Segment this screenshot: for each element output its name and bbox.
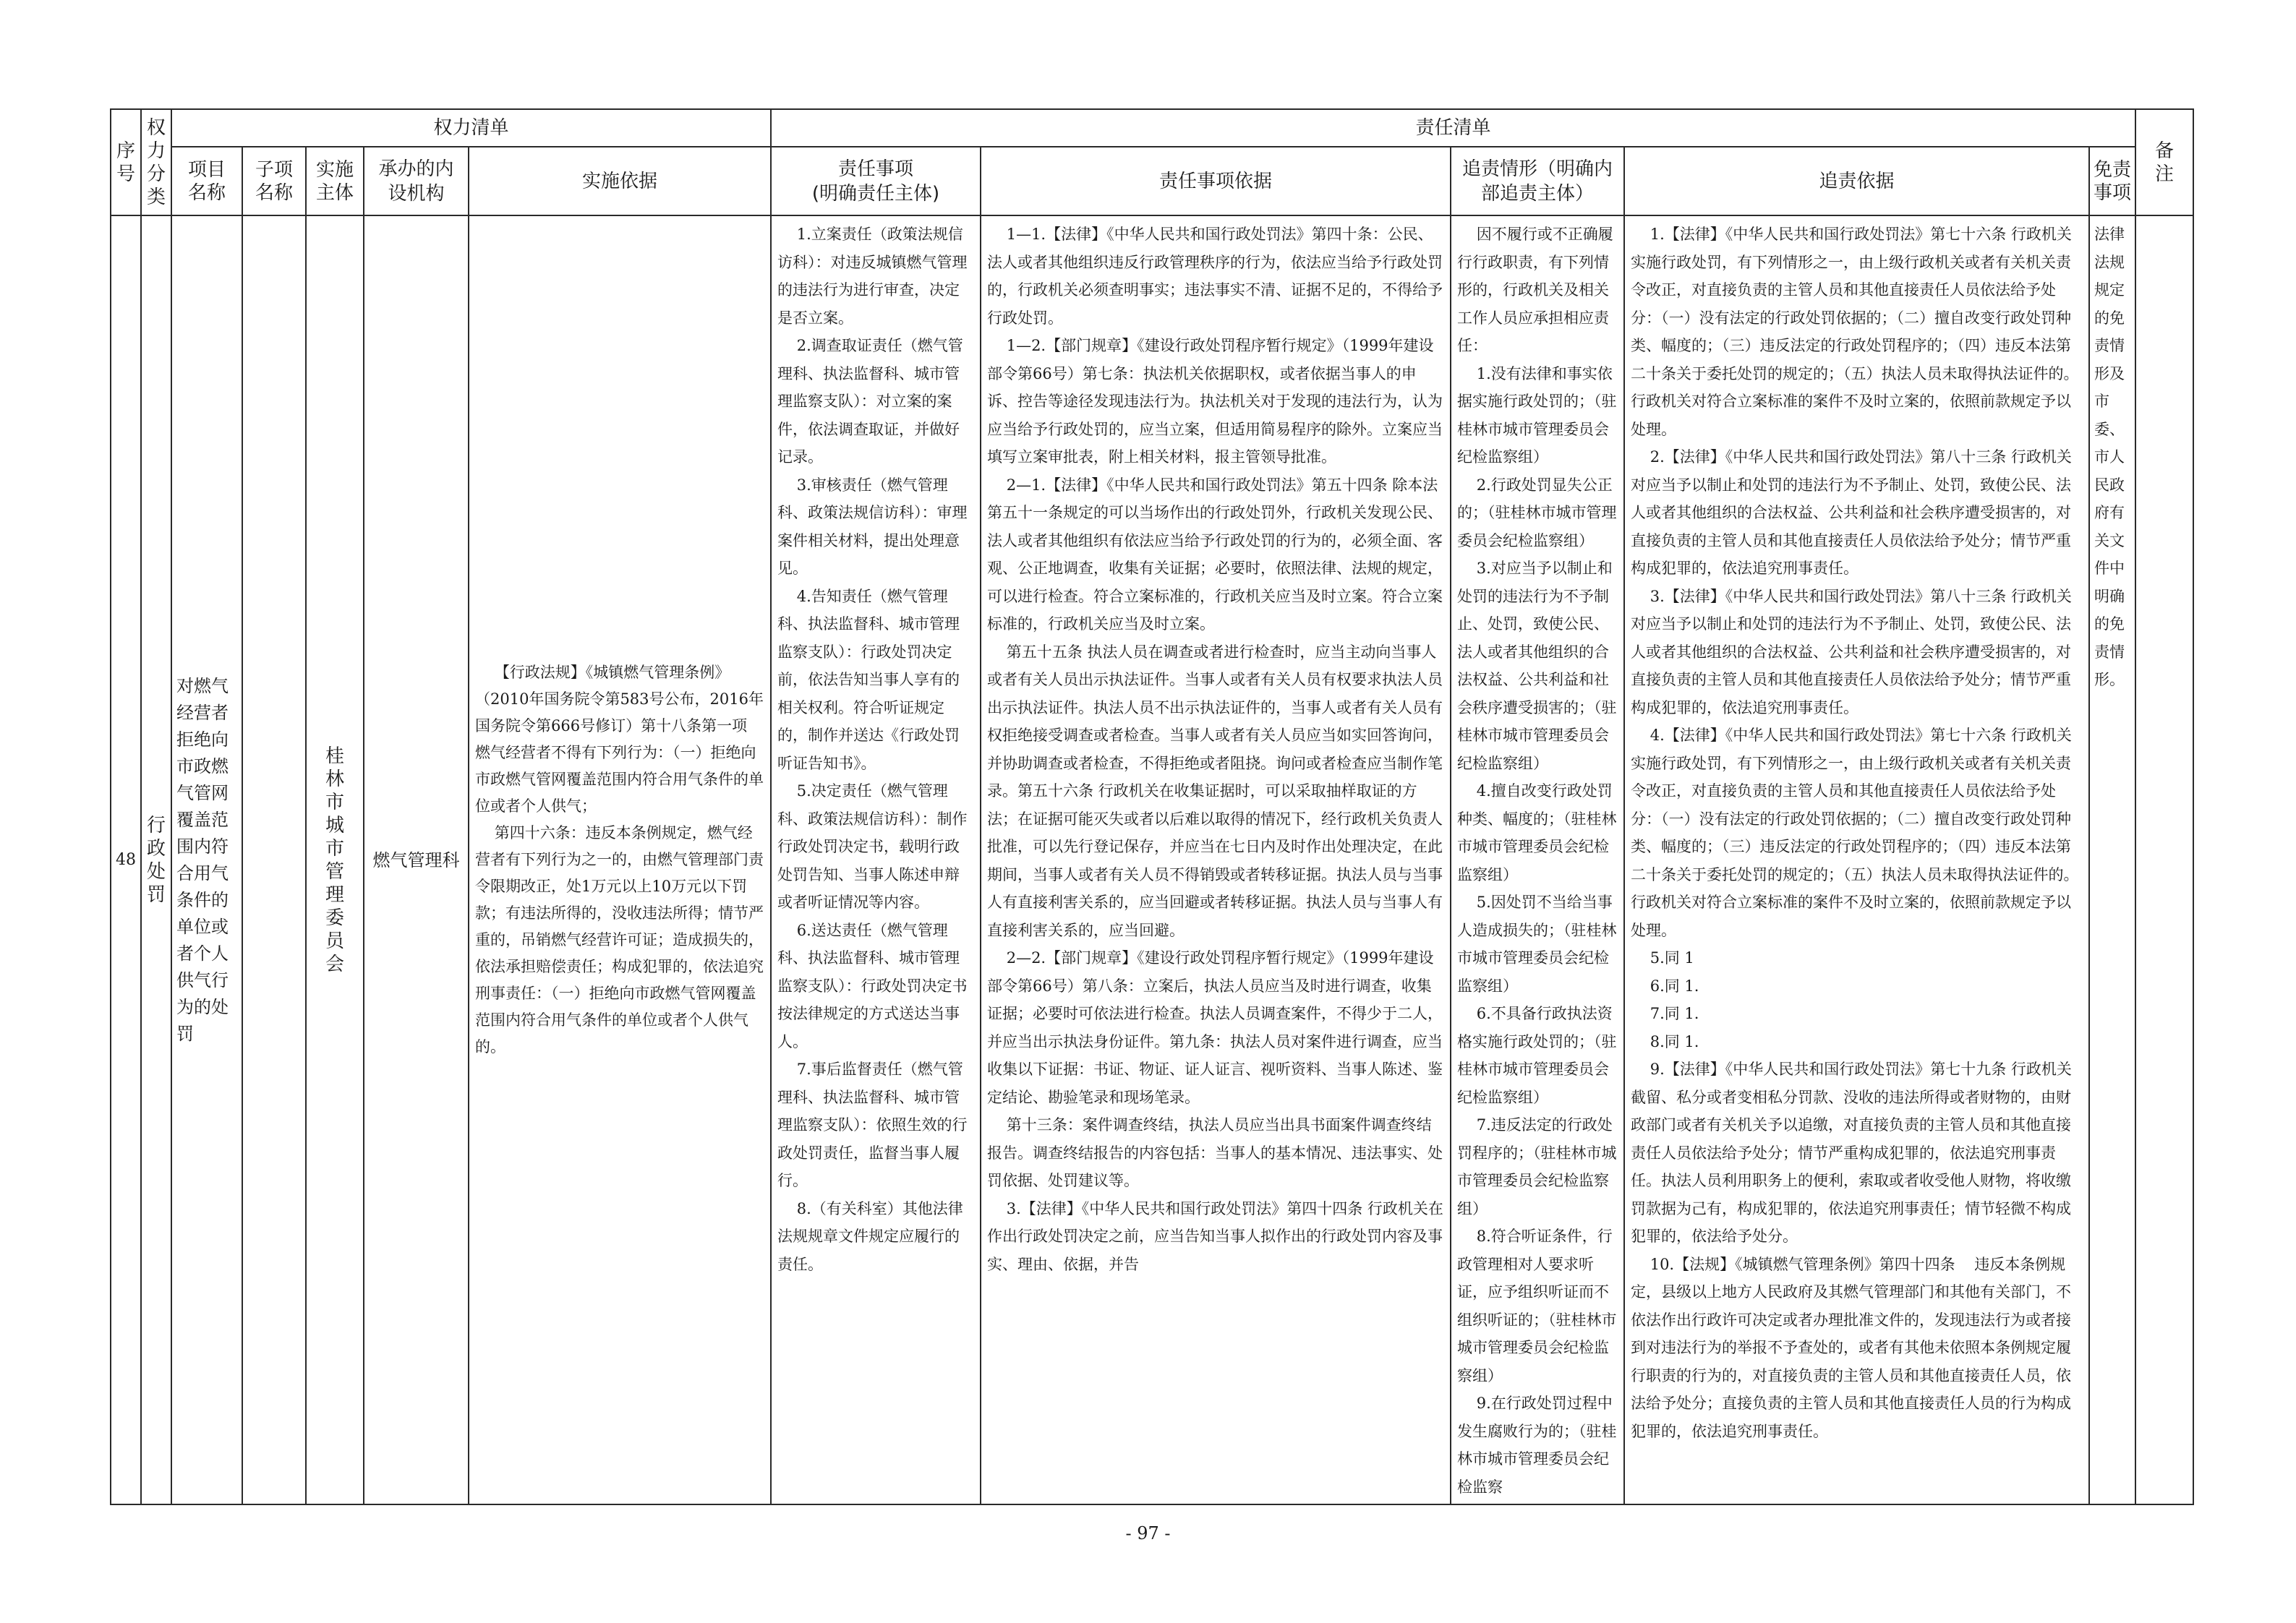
cell-item-name: 对燃气经营者拒绝向市政燃气管网覆盖范围内符合用气条件的单位或者个人供气行为的处罚	[171, 215, 242, 1504]
cell-subject: 桂林市城市管理委员会	[306, 215, 364, 1504]
cell-seq: 48	[111, 215, 141, 1504]
cell-resp-item: 1.立案责任（政策法规信访科）：对违反城镇燃气管理的违法行为进行审查，决定是否立案。 2.调查取证责任（燃气管理科、执法监督科、城市管理监察支队）：对立案的案件，依法调查取证，并做好记录。 3.审核责任（燃气管理科、政策法规信访科）：审理案件相关材料，提出处理意见。 4.告知责任（燃气管理科、执法监督科、城市管理监察支队）：行政处罚决定前，依法告知当事人享有的相关权利。符合听证规定的，制作并送达《行政处罚听证告知书》。 5.决定责任（燃气管理科、政策法规信访科）：制作行政处罚决定书，载明行政处罚告知、当事人陈述申辩或者听证情况等内容。 6.送达责任（燃气管理科、执法监督科、城市管理监察支队）：行政处罚决定书按法律规定的方式送达当事人。 7.事后监督责任（燃气管理科、执法监督科、城市管理监察支队）：依照生效的行政处罚责任，监督当事人履行。 8.（有关科室）其他法律法规规章文件规定应履行的责任。	[771, 215, 981, 1504]
header-dept: 承办的内设机构	[364, 147, 469, 215]
cell-dept: 燃气管理科	[364, 215, 469, 1504]
header-remark: 备注	[2135, 109, 2193, 215]
header-accountability-basis: 追责依据	[1624, 147, 2089, 215]
header-category: 权力分类	[141, 109, 171, 215]
header-responsibility-list: 责任清单	[771, 109, 2135, 147]
cell-exempt: 法律法规规定的免责情形及市委、市人民政府有关文件中明确的免责情形。	[2089, 215, 2135, 1504]
header-item-name: 项目名称	[171, 147, 242, 215]
header-subitem-name: 子项名称	[242, 147, 306, 215]
header-seq: 序号	[111, 109, 141, 215]
header-exempt: 免责事项	[2089, 147, 2135, 215]
power-responsibility-table	[110, 108, 2194, 1505]
header-accountability-case: 追责情形（明确内部追责主体）	[1451, 147, 1624, 215]
cell-accountability-case: 因不履行或不正确履行行政职责，有下列情形的，行政机关及相关工作人员应承担相应责任： 1.没有法律和事实依据实施行政处罚的；（驻桂林市城市管理委员会纪检监察组） 2.行政处罚显失公正的；（驻桂林市城市管理委员会纪检监察组） 3.对应当予以制止和处罚的违法行为不予制止、处罚，致使公民、法人或者其他组织的合法权益、公共利益和社会秩序遭受损害的；（驻桂林市城市管理委员会纪检监察组） 4.擅自改变行政处罚种类、幅度的；（驻桂林市城市管理委员会纪检监察组） 5.因处罚不当给当事人造成损失的；（驻桂林市城市管理委员会纪检监察组） 6.不具备行政执法资格实施行政处罚的；（驻桂林市城市管理委员会纪检监察组） 7.违反法定的行政处罚程序的；（驻桂林市城市管理委员会纪检监察组） 8.符合听证条件，行政管理相对人要求听证，应予组织听证而不组织听证的；（驻桂林市城市管理委员会纪检监察组） 9.在行政处罚过程中发生腐败行为的；（驻桂林市城市管理委员会纪检监察	[1451, 215, 1624, 1504]
cell-category: 行政处罚	[141, 215, 171, 1504]
header-basis: 实施依据	[469, 147, 771, 215]
page-number: - 97 -	[1125, 1523, 1171, 1543]
cell-resp-basis: 1—1.【法律】《中华人民共和国行政处罚法》第四十条：公民、法人或者其他组织违反行政管理秩序的行为，依法应当给予行政处罚的，行政机关必须查明事实；违法事实不清、证据不足的，不得给予行政处罚。 1—2.【部门规章】《建设行政处罚程序暂行规定》（1999年建设部令第66号）第七条：执法机关依据职权，或者依据当事人的申诉、控告等途径发现违法行为。执法机关对于发现的违法行为，认为应当给予行政处罚的，应当立案，但适用简易程序的除外。立案应当填写立案审批表，附上相关材料，报主管领导批准。 2—1.【法律】《中华人民共和国行政处罚法》第五十四条 除本法第五十一条规定的可以当场作出的行政处罚外，行政机关发现公民、法人或者其他组织有依法应当给予行政处罚的行为的，必须全面、客观、公正地调查，收集有关证据；必要时，依照法律、法规的规定，可以进行检查。符合立案标准的，行政机关应当及时立案。符合立案标准的，行政机关应当及时立案。 第五十五条 执法人员在调查或者进行检查时，应当主动向当事人或者有关人员出示执法证件。当事人或者有关人员有权要求执法人员出示执法证件。执法人员不出示执法证件的，当事人或者有关人员有权拒绝接受调查或者检查。当事人或者有关人员应当如实回答询问，并协助调查或者检查，不得拒绝或者阻挠。询问或者检查应当制作笔录。第五十六条 行政机关在收集证据时，可以采取抽样取证的方法；在证据可能灭失或者以后难以取得的情况下，经行政机关负责人批准，可以先行登记保存，并应当在七日内及时作出处理决定，在此期间，当事人或者有关人员不得销毁或者转移证据。执法人员与当事人有直接利害关系的，应当回避或者转移证据。执法人员与当事人有直接利害关系的，应当回避。 2—2.【部门规章】《建设行政处罚程序暂行规定》（1999年建设部令第66号）第八条：立案后，执法人员应当及时进行调查，收集证据；必要时可依法进行检查。执法人员调查案件，不得少于二人，并应当出示执法身份证件。第九条：执法人员对案件进行调查，应当收集以下证据：书证、物证、证人证言、视听资料、当事人陈述、鉴定结论、勘验笔录和现场笔录。 第十三条：案件调查终结，执法人员应当出具书面案件调查终结报告。调查终结报告的内容包括：当事人的基本情况、违法事实、处罚依据、处罚建议等。 3.【法律】《中华人民共和国行政处罚法》第四十四条 行政机关在作出行政处罚决定之前，应当告知当事人拟作出的行政处罚内容及事实、理由、依据，并告	[981, 215, 1451, 1504]
header-power-list: 权力清单	[171, 109, 771, 147]
header-resp-basis: 责任事项依据	[981, 147, 1451, 215]
header-resp-item: 责任事项 (明确责任主体)	[771, 147, 981, 215]
cell-accountability-basis: 1.【法律】《中华人民共和国行政处罚法》第七十六条 行政机关实施行政处罚，有下列情形之一，由上级行政机关或者有关机关责令改正，对直接负责的主管人员和其他直接责任人员依法给予处分：（一）没有法定的行政处罚依据的；（二）擅自改变行政处罚种类、幅度的；（三）违反法定的行政处罚程序的；（四）违反本法第二十条关于委托处罚的规定的；（五）执法人员未取得执法证件的。行政机关对符合立案标准的案件不及时立案的，依照前款规定予以处理。 2.【法律】《中华人民共和国行政处罚法》第八十三条 行政机关对应当予以制止和处罚的违法行为不予制止、处罚，致使公民、法人或者其他组织的合法权益、公共利益和社会秩序遭受损害的，对直接负责的主管人员和其他直接责任人员依法给予处分；情节严重构成犯罪的，依法追究刑事责任。 3.【法律】《中华人民共和国行政处罚法》第八十三条 行政机关对应当予以制止和处罚的违法行为不予制止、处罚，致使公民、法人或者其他组织的合法权益、公共利益和社会秩序遭受损害的，对直接负责的主管人员和其他直接责任人员依法给予处分；情节严重构成犯罪的，依法追究刑事责任。 4.【法律】《中华人民共和国行政处罚法》第七十六条 行政机关实施行政处罚，有下列情形之一，由上级行政机关或者有关机关责令改正，对直接负责的主管人员和其他直接责任人员依法给予处分：（一）没有法定的行政处罚依据的；（二）擅自改变行政处罚种类、幅度的；（三）违反法定的行政处罚程序的；（四）违反本法第二十条关于委托处罚的规定的；（五）执法人员未取得执法证件的。行政机关对符合立案标准的案件不及时立案的，依照前款规定予以处理。 5.同 1 6.同 1. 7.同 1. 8.同 1. 9.【法律】《中华人民共和国行政处罚法》第七十九条 行政机关截留、私分或者变相私分罚款、没收的违法所得或者财物的，由财政部门或者有关机关予以追缴，对直接负责的主管人员和其他直接责任人员依法给予处分；情节严重构成犯罪的，依法追究刑事责任。执法人员利用职务上的便利，索取或者收受他人财物，将收缴罚款据为己有，构成犯罪的，依法追究刑事责任；情节轻微不构成犯罪的，依法给予处分。 10.【法规】《城镇燃气管理条例》第四十四条 违反本条例规定，县级以上地方人民政府及其燃气管理部门和其他有关部门，不依法作出行政许可决定或者办理批准文件的，发现违法行为或者接到对违法行为的举报不予查处的，或者有其他未依照本条例规定履行职责的行为的，对直接负责的主管人员和其他直接责任人员，依法给予处分；直接负责的主管人员和其他直接责任人员的行为构成犯罪的，依法追究刑事责任。	[1624, 215, 2089, 1504]
cell-subitem-name	[242, 215, 306, 1504]
cell-remark	[2135, 215, 2193, 1504]
cell-basis: 【行政法规】《城镇燃气管理条例》（2010年国务院令第583号公布，2016年国务院令第666号修订）第十八条第一项 燃气经营者不得有下列行为：（一）拒绝向市政燃气管网覆盖范围内符合用气条件的单位或者个人供气； 第四十六条：违反本条例规定，燃气经营者有下列行为之一的，由燃气管理部门责令限期改正，处1万元以上10万元以下罚款；有违法所得的，没收违法所得；情节严重的，吊销燃气经营许可证；造成损失的，依法承担赔偿责任；构成犯罪的，依法追究刑事责任：（一）拒绝向市政燃气管网覆盖范围内符合用气条件的单位或者个人供气的。	[469, 215, 771, 1504]
header-subject: 实施主体	[306, 147, 364, 215]
